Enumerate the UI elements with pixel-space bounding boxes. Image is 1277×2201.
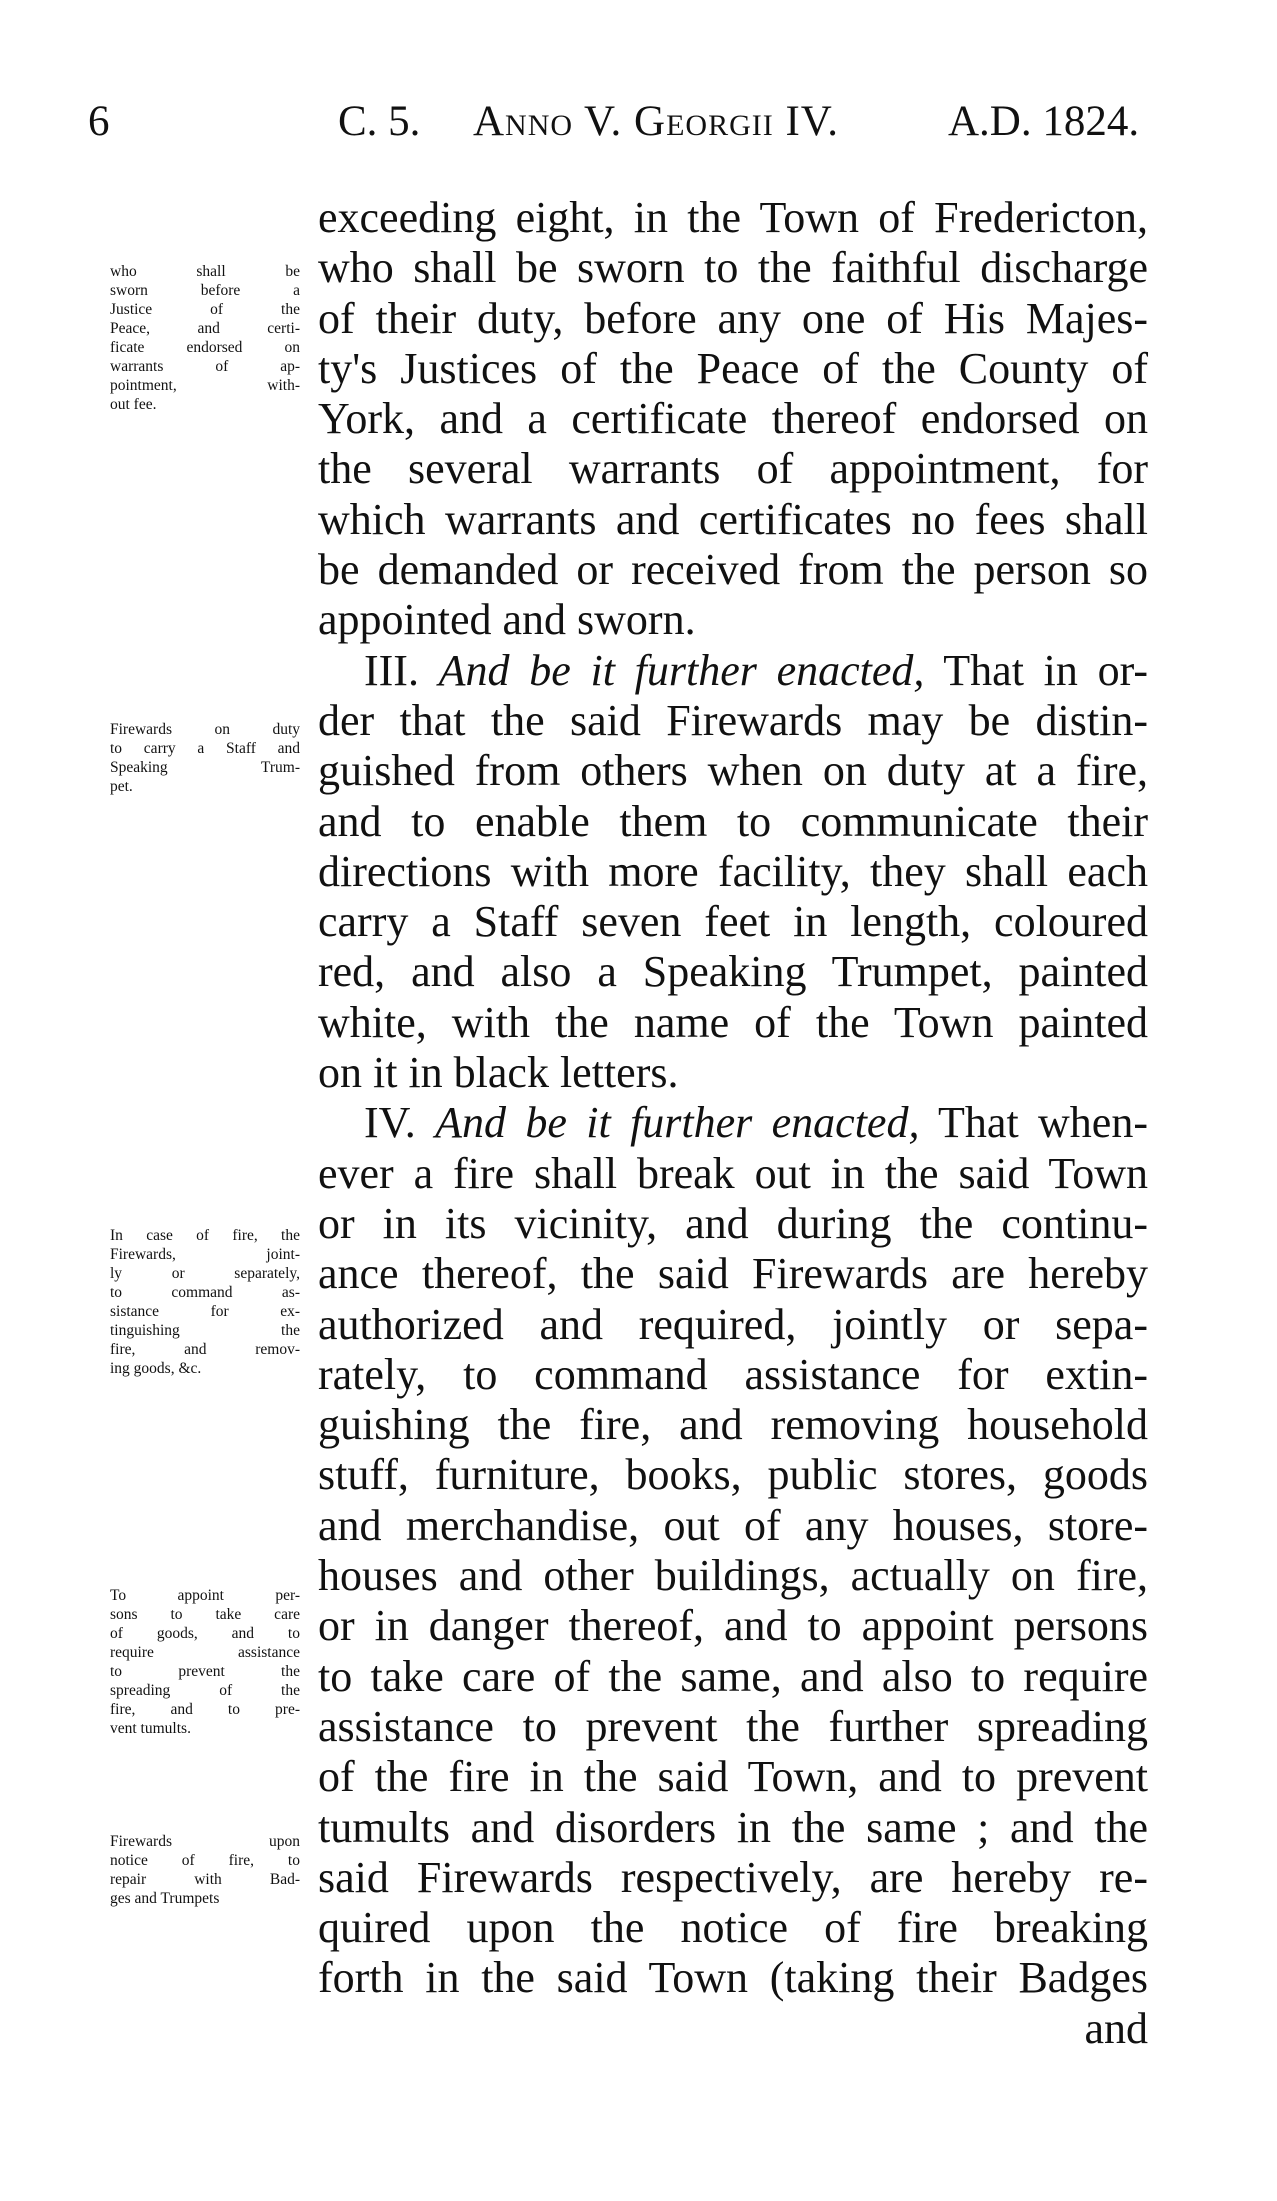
margin-note-line: Firewards, joint- bbox=[110, 1246, 300, 1263]
body-line-text: ever a fire shall break out in the said Town bbox=[318, 1148, 1148, 1198]
body-text bbox=[318, 193, 1148, 2054]
margin-note-line: Speaking Trum- bbox=[110, 759, 300, 776]
body-line-text: exceeding eight, in the Town of Fredericton, bbox=[318, 193, 1148, 242]
margin-note-line: To appoint per- bbox=[110, 1587, 300, 1604]
body-line-text: York, and a certificate thereof endorsed on bbox=[318, 394, 1148, 444]
enacting-clause: And be it further enacted, bbox=[438, 645, 925, 695]
body-line bbox=[318, 1400, 1148, 1450]
regnal-year-text: Anno V. Georgii IV. bbox=[473, 98, 840, 145]
body-line bbox=[318, 1098, 1148, 1148]
body-line-text: the several warrants of appointment, for bbox=[318, 444, 1148, 494]
body-line-text: guished from others when on duty at a fire, bbox=[318, 746, 1148, 796]
running-header bbox=[88, 92, 1168, 152]
body-line bbox=[318, 1249, 1148, 1299]
body-line bbox=[318, 1853, 1148, 1903]
margin-note-line: ly or separately, bbox=[110, 1265, 300, 1282]
body-line bbox=[318, 1903, 1148, 1953]
margin-note-line: who shall be bbox=[110, 263, 300, 280]
body-line-text: on it in black letters. bbox=[318, 1048, 679, 1098]
body-line-text: ance thereof, the said Firewards are hereby bbox=[318, 1249, 1148, 1299]
body-line-text: and to enable them to communicate their bbox=[318, 796, 1148, 846]
body-line-text: to take care of the same, and also to require bbox=[318, 1651, 1148, 1701]
body-line bbox=[318, 595, 1148, 645]
body-line bbox=[318, 1803, 1148, 1853]
body-line bbox=[318, 847, 1148, 897]
body-line bbox=[318, 1501, 1148, 1551]
enacting-clause: And be it further enacted, bbox=[435, 1098, 920, 1148]
body-line-text: That when- bbox=[919, 1098, 1148, 1148]
margin-note-command-assistance bbox=[110, 1226, 300, 1378]
chapter-number: C. 5. bbox=[338, 98, 421, 145]
body-line bbox=[318, 344, 1148, 394]
body-line-text: and bbox=[1084, 2003, 1148, 2053]
body-line-text: carry a Staff seven feet in length, coloured bbox=[318, 897, 1148, 947]
body-line-text: said Firewards respectively, are hereby re- bbox=[318, 1852, 1148, 1902]
margin-note-line: vent tumults. bbox=[110, 1720, 191, 1737]
margin-note-line: sons to take care bbox=[110, 1606, 300, 1623]
body-line bbox=[318, 1450, 1148, 1500]
body-line-text: authorized and required, jointly or sepa- bbox=[318, 1299, 1148, 1349]
margin-note-line: to prevent the bbox=[110, 1663, 300, 1680]
body-line-text: guishing the fire, and removing household bbox=[318, 1400, 1148, 1450]
margin-note-repair-with-badges bbox=[110, 1832, 300, 1908]
margin-note-line: ing goods, &c. bbox=[110, 1360, 202, 1377]
margin-note-line: sworn before a bbox=[110, 282, 300, 299]
margin-note-line: repair with Bad- bbox=[110, 1871, 300, 1888]
body-line bbox=[318, 696, 1148, 746]
body-line-text: white, with the name of the Town painted bbox=[318, 997, 1148, 1047]
margin-note-line: fire, and to pre- bbox=[110, 1701, 300, 1718]
body-line bbox=[318, 294, 1148, 344]
margin-note-line: Firewards upon bbox=[110, 1833, 300, 1850]
body-line bbox=[318, 495, 1148, 545]
body-line bbox=[318, 1048, 1148, 1098]
margin-note-line: pet. bbox=[110, 778, 133, 795]
margin-note-line: sistance for ex- bbox=[110, 1303, 300, 1320]
body-line-text: houses and other buildings, actually on fire, bbox=[318, 1551, 1148, 1601]
body-line bbox=[318, 797, 1148, 847]
anno-domini: A.D. 1824. bbox=[948, 98, 1140, 145]
body-line bbox=[318, 1953, 1148, 2003]
body-line bbox=[318, 646, 1148, 696]
margin-note-line: Peace, and certi- bbox=[110, 320, 300, 337]
margin-note-appoint-persons bbox=[110, 1586, 300, 1738]
section-number: III. bbox=[364, 645, 439, 695]
body-line-text: of their duty, before any one of His Majes- bbox=[318, 293, 1148, 343]
body-line-text: be demanded or received from the person so bbox=[318, 545, 1148, 595]
body-line bbox=[318, 947, 1148, 997]
body-line-text: der that the said Firewards may be distin- bbox=[318, 695, 1148, 745]
body-line bbox=[318, 1199, 1148, 1249]
body-line-text: appointed and sworn. bbox=[318, 595, 696, 645]
margin-note-line: ges and Trumpets bbox=[110, 1890, 220, 1907]
body-line-text: or in danger thereof, and to appoint persons bbox=[318, 1601, 1148, 1651]
body-line bbox=[318, 1300, 1148, 1350]
body-line-text: stuff, furniture, books, public stores, goods bbox=[318, 1450, 1148, 1500]
body-line-text: or in its vicinity, and during the continu- bbox=[318, 1198, 1148, 1248]
margin-note-line: notice of fire, to bbox=[110, 1852, 300, 1869]
body-line-text: That in or- bbox=[924, 645, 1148, 695]
body-line bbox=[318, 394, 1148, 444]
margin-note-line: ficate endorsed on bbox=[110, 339, 300, 356]
body-line-text: ty's Justices of the Peace of the County of bbox=[318, 343, 1148, 393]
body-line bbox=[318, 1752, 1148, 1802]
body-line-text: which warrants and certificates no fees shall bbox=[318, 494, 1148, 544]
margin-note-line: to command as- bbox=[110, 1284, 300, 1301]
body-line bbox=[318, 1551, 1148, 1601]
body-line bbox=[318, 1652, 1148, 1702]
body-line bbox=[318, 1149, 1148, 1199]
section-number: IV. bbox=[364, 1098, 436, 1148]
margin-note-line: spreading of the bbox=[110, 1682, 300, 1699]
margin-note-line: Firewards on duty bbox=[110, 721, 300, 738]
body-line bbox=[318, 897, 1148, 947]
body-line-text: tumults and disorders in the same ; and the bbox=[318, 1802, 1148, 1852]
margin-note-line: Justice of the bbox=[110, 301, 300, 318]
body-line bbox=[318, 243, 1148, 293]
body-line bbox=[318, 1601, 1148, 1651]
body-line bbox=[318, 545, 1148, 595]
body-line bbox=[318, 1702, 1148, 1752]
body-line-text: of the fire in the said Town, and to prevent bbox=[318, 1752, 1148, 1802]
body-line-text: directions with more facility, they shall each bbox=[318, 846, 1148, 896]
body-line-text: quired upon the notice of fire breaking bbox=[318, 1903, 1148, 1953]
body-line bbox=[318, 746, 1148, 796]
margin-note-line: fire, and remov- bbox=[110, 1341, 300, 1358]
body-line bbox=[318, 444, 1148, 494]
page-number: 6 bbox=[88, 98, 110, 145]
margin-note-line: tinguishing the bbox=[110, 1322, 300, 1339]
body-line-text: assistance to prevent the further spreading bbox=[318, 1701, 1148, 1751]
margin-note-sworn bbox=[110, 262, 300, 414]
margin-note-line: In case of fire, the bbox=[110, 1227, 300, 1244]
margin-note-line: of goods, and to bbox=[110, 1625, 300, 1642]
margin-note-line: require assistance bbox=[110, 1644, 300, 1661]
body-line-text: forth in the said Town (taking their Badges bbox=[318, 1953, 1148, 2003]
body-line bbox=[318, 2004, 1148, 2054]
margin-note-line: pointment, with- bbox=[110, 377, 300, 394]
body-line-text: red, and also a Speaking Trumpet, painted bbox=[318, 947, 1148, 997]
margin-note-line: warrants of ap- bbox=[110, 358, 300, 375]
margin-note-line: to carry a Staff and bbox=[110, 740, 300, 757]
margin-note-line: out fee. bbox=[110, 396, 157, 413]
body-line-text: and merchandise, out of any houses, store- bbox=[318, 1500, 1148, 1550]
body-line-text: who shall be sworn to the faithful discharge bbox=[318, 243, 1148, 293]
body-line bbox=[318, 193, 1148, 243]
body-line bbox=[318, 1350, 1148, 1400]
body-line-text: rately, to command assistance for extin- bbox=[318, 1349, 1148, 1399]
body-line bbox=[318, 998, 1148, 1048]
margin-note-staff-trumpet bbox=[110, 720, 300, 796]
